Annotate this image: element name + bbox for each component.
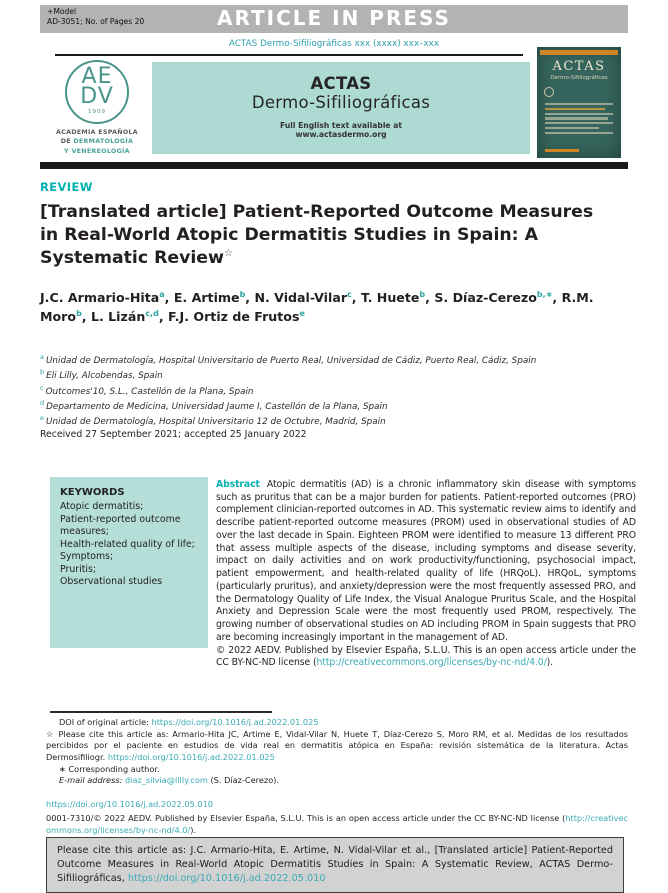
author-affil-sup[interactable]: b bbox=[419, 290, 426, 299]
keyword-item: Symptoms; bbox=[60, 551, 114, 562]
email-owner: (S. Díaz-Cerezo). bbox=[207, 775, 280, 786]
aedv-org-name bbox=[46, 128, 148, 156]
cite-footnote bbox=[46, 729, 628, 764]
author bbox=[40, 290, 174, 305]
author-separator: , bbox=[425, 290, 435, 306]
abstract-copyright bbox=[216, 645, 636, 670]
article-in-press-label: ARTICLE IN PRESS bbox=[217, 6, 451, 30]
affiliation-sup: e bbox=[40, 414, 44, 423]
author-separator: , bbox=[81, 309, 91, 325]
article-in-press-banner bbox=[40, 5, 628, 33]
org-line-3: Y VENEREOLOGÍA bbox=[64, 147, 130, 155]
author-separator: , bbox=[158, 309, 168, 325]
divider-bar bbox=[40, 162, 628, 169]
author-name: S. Díaz-Cerezo bbox=[434, 290, 537, 306]
title-footnote-star[interactable]: ☆ bbox=[224, 247, 233, 259]
author-separator: , bbox=[164, 290, 174, 306]
author-name: L. Lizán bbox=[90, 309, 146, 325]
cite-footnote-doi-link[interactable]: https://doi.org/10.1016/j.ad.2022.01.025 bbox=[107, 751, 275, 762]
author bbox=[361, 290, 434, 305]
org-line-2 bbox=[46, 137, 148, 146]
org-line-1: ACADEMIA ESPAÑOLA bbox=[56, 129, 138, 136]
cite-star-icon: ☆ bbox=[46, 728, 55, 739]
issn-suffix: ). bbox=[190, 824, 197, 835]
article-title-text: [Translated article] Patient-Reported Outcome Measures in Real-World Atopic Dermatitis Studies in Spain: A Systematic Review bbox=[40, 202, 594, 268]
journal-citation-line[interactable]: ACTAS Dermo-Sifiliográficas xxx (xxxx) xxx–xxx bbox=[228, 39, 440, 49]
author-affil-sup[interactable]: b bbox=[239, 290, 246, 299]
email-label: E-mail address: bbox=[59, 775, 125, 786]
affiliation-text: Eli Lilly, Alcobendas, Spain bbox=[46, 371, 163, 382]
publication-info bbox=[46, 799, 628, 837]
org-line-2-teal: DERMATOLOGÍA bbox=[73, 138, 134, 146]
keyword-item: Pruritis; bbox=[60, 563, 97, 575]
author bbox=[174, 290, 255, 305]
availability-text: Full English text available at bbox=[280, 121, 402, 130]
keywords-heading: KEYWORDS bbox=[60, 487, 125, 498]
keyword-item: Health-related quality of life; bbox=[60, 538, 195, 550]
original-doi-label: DOI of original article: bbox=[59, 717, 152, 727]
aedv-logo-icon bbox=[65, 60, 129, 124]
please-cite-box bbox=[46, 837, 624, 893]
affiliation bbox=[40, 353, 628, 368]
author-name: N. Vidal-Vilar bbox=[254, 290, 348, 306]
affiliation-sup: a bbox=[40, 353, 44, 361]
cite-footnote-text: Please cite this article as: Armario-Hita JC, Artime E, Vidal-Vilar N, Huete T, Díaz-Cerezo S, Moro RM, et al. Medidas de los resultados percibidos por el paciente en estudios de vida real en dermatitis atópica en España: revisión sistemática de la literatura. Actas Dermosifiliogr. bbox=[46, 728, 628, 762]
author-name: T. Huete bbox=[360, 290, 420, 306]
section-label: REVIEW bbox=[40, 180, 93, 194]
keyword-item: Observational studies bbox=[60, 576, 163, 587]
affiliation-text: Unidad de Dermatología, Hospital Universitario 12 de Octubre, Madrid, Spain bbox=[46, 417, 386, 428]
author-affil-sup[interactable]: e bbox=[299, 309, 305, 319]
copyright-text: © 2022 AEDV. Published by Elsevier España, S.L.U. This is an open access article under the CC BY-NC-ND license ( bbox=[216, 644, 636, 669]
author-name: J.C. Armario-Hita bbox=[40, 290, 160, 306]
article-doi bbox=[46, 799, 628, 811]
footnote-separator-rule bbox=[50, 711, 272, 713]
corresponding-author-note: ∗ Corresponding author. bbox=[59, 763, 160, 774]
issn-license-link[interactable]: http://creativecommons.org/licenses/by-nc-nd/4.0/ bbox=[46, 812, 628, 835]
affiliation-text: Outcomes'10, S.L., Castellón de la Plana, Spain bbox=[45, 386, 254, 397]
author-affil-sup[interactable]: b bbox=[76, 309, 82, 319]
abstract-paragraph bbox=[216, 479, 636, 645]
affiliation-list bbox=[40, 353, 628, 429]
abstract-section bbox=[216, 479, 636, 670]
author-affil-sup[interactable]: c,d bbox=[145, 309, 159, 319]
cc-license-link[interactable]: http://creativecommons.org/licenses/by-nc-nd/4.0/ bbox=[316, 657, 547, 669]
email-footnote bbox=[46, 775, 628, 787]
journal-title-line1: ACTAS bbox=[310, 74, 372, 93]
article-doi-link[interactable]: https://doi.org/10.1016/j.ad.2022.05.010 bbox=[46, 799, 214, 809]
logo-monogram-bottom: DV bbox=[80, 84, 114, 109]
affiliation-sup: c bbox=[40, 383, 44, 392]
affiliation-text: Departamento de Medicina, Universidad Jaume I, Castellón de la Plana, Spain bbox=[46, 401, 388, 412]
author bbox=[434, 290, 561, 305]
cover-subtitle: Dermo-Sifiliográficas bbox=[550, 75, 608, 81]
cover-publisher-mark bbox=[545, 149, 579, 152]
author bbox=[254, 290, 360, 305]
original-doi-footnote bbox=[46, 717, 628, 729]
logo-year: 1909 bbox=[88, 109, 106, 115]
affiliation-text: Unidad de Dermatología, Hospital Universitario de Puerto Real, Universidad de Cádiz, Puerto Real, Cádiz, Spain bbox=[45, 355, 537, 366]
cover-top-bar bbox=[540, 50, 618, 55]
abstract-label: Abstract bbox=[216, 479, 260, 490]
model-line: +Model bbox=[47, 7, 77, 16]
author-name: E. Artime bbox=[173, 290, 240, 306]
original-doi-link[interactable]: https://doi.org/10.1016/j.ad.2022.01.025 bbox=[151, 717, 319, 727]
author-name: F.J. Ortiz de Frutos bbox=[168, 309, 300, 325]
please-cite-doi-link[interactable]: https://doi.org/10.1016/j.ad.2022.05.010 bbox=[127, 872, 326, 884]
keyword-item: Patient-reported outcome measures; bbox=[60, 513, 181, 537]
author-name: R.M. Moro bbox=[40, 290, 594, 325]
journal-masthead bbox=[152, 62, 530, 154]
affiliation bbox=[40, 414, 628, 429]
cover-emblem-icon bbox=[544, 87, 554, 97]
affiliation bbox=[40, 399, 628, 414]
journal-website-link[interactable]: www.actasdermo.org bbox=[295, 130, 387, 139]
cover-title: ACTAS bbox=[552, 59, 606, 74]
author-separator: , bbox=[245, 290, 255, 306]
affiliation-sup: b bbox=[40, 368, 45, 377]
keyword-item: Atopic dermatitis; bbox=[60, 501, 144, 512]
journal-cover-thumbnail bbox=[537, 47, 621, 158]
abstract-text: Atopic dermatitis (AD) is a chronic inflammatory skin disease with symptoms such as pruritus that can be a major burden for patients. Patient-reported outcomes (PRO) complement clinician-reported outcomes in AD. This systematic review aims to identify and describe patient-reported outcome measures (PROM) used in observational studies of AD over the last decade in Spain. Eighteen PROM were identified to measure 13 different PRO that assess multiple aspects of the disease, including symptoms and disease severity, impact on daily activities and on work productivity/functioning, psychosocial impact, patient empowerment, and health-related quality of life (HRQoL). HRQoL, symptoms (particularly pruritus), and anxiety/depression were the most frequently assessed PRO, and the Dermatology Quality of Life Index, the Visual Analogue Pruritus Scale, and the Hospital Anxiety and Depression Scale were the most frequently used PROM, respectively. The growing number of observational studies on AD including PROM in Spain suggests that PRO are becoming increasingly important in the management of AD. bbox=[216, 479, 636, 643]
author-affil-sup[interactable]: a bbox=[159, 290, 165, 299]
keywords-box bbox=[50, 477, 208, 648]
copyright-suffix: ). bbox=[546, 657, 554, 669]
received-dates: Received 27 September 2021; accepted 25 January 2022 bbox=[40, 429, 307, 440]
affiliation bbox=[40, 384, 628, 399]
pages-line: AD-3051; No. of Pages 20 bbox=[47, 16, 145, 26]
cover-text-lines bbox=[545, 103, 613, 136]
author-separator: , bbox=[552, 290, 562, 306]
aedv-logo bbox=[46, 60, 148, 156]
affiliation-sup: d bbox=[40, 398, 45, 407]
author-affil-sup[interactable]: c bbox=[347, 290, 352, 299]
journal-title-line2: Dermo-Sifiliográficas bbox=[251, 93, 431, 112]
author-separator: , bbox=[351, 290, 361, 306]
article-title bbox=[40, 201, 602, 269]
please-cite-text: Please cite this article as: J.C. Armario-Hita, E. Artime, N. Vidal-Vilar et al., [Translated article] Patient-Reported Outcome Measures in Real-World Atopic Dermatitis Studies in Spain: A Systematic Review, ACTAS Dermo-Sifiliográficas, bbox=[57, 845, 613, 884]
issn-text: 0001-7310/© 2022 AEDV. Published by Elsevier España, S.L.U. This is an open access article under the CC BY-NC-ND license ( bbox=[46, 812, 566, 823]
footnotes-block bbox=[46, 717, 628, 787]
author-list bbox=[40, 289, 620, 327]
author bbox=[91, 309, 168, 324]
email-link[interactable]: diaz_silvia@lilly.com bbox=[124, 775, 208, 786]
issn-copyright bbox=[46, 813, 628, 837]
author bbox=[168, 309, 305, 324]
author-affil-sup[interactable]: b,∗ bbox=[536, 290, 553, 299]
affiliation bbox=[40, 368, 628, 383]
header-rule bbox=[55, 54, 523, 56]
org-line-2-prefix: DE bbox=[60, 138, 74, 146]
logo-monogram-top: AE bbox=[81, 64, 113, 89]
